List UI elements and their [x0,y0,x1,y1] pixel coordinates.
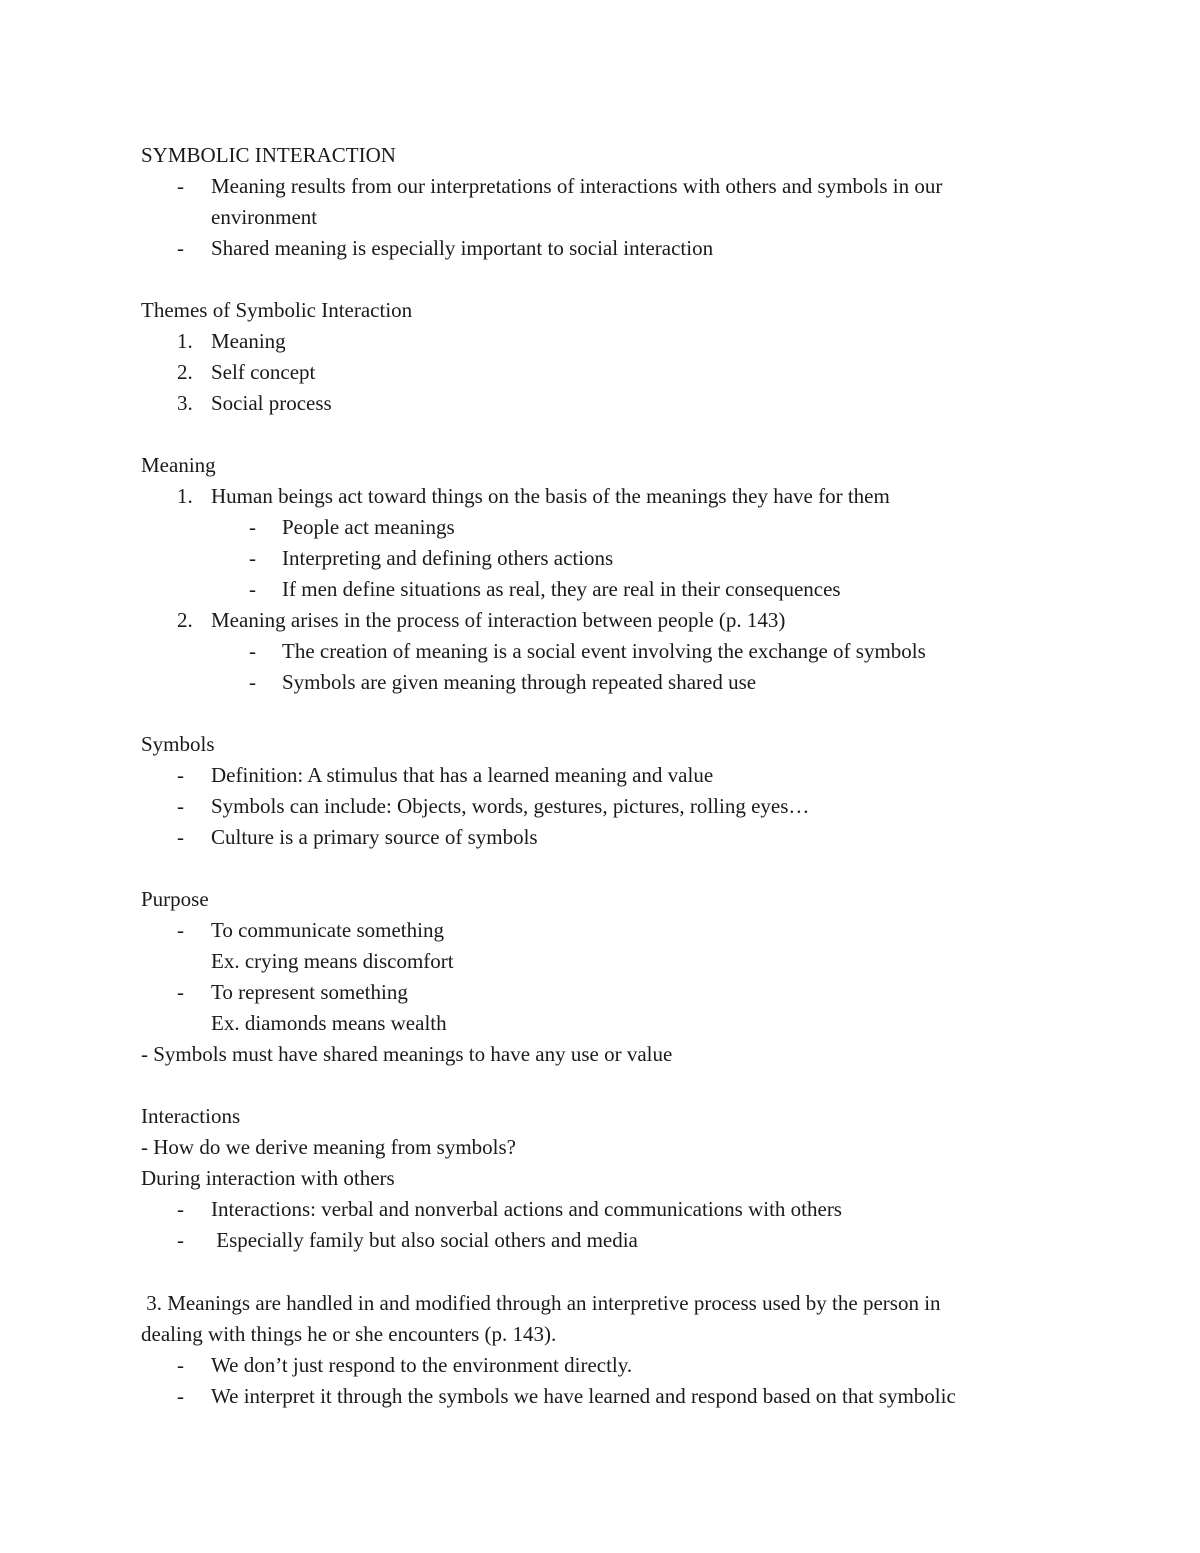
purpose-item-2: To represent something [211,980,408,1004]
bullet-dash: - [177,236,184,260]
bullet-dash: - [177,174,184,198]
purpose-example-1: Ex. crying means discomfort [211,949,454,973]
purpose-item-1: To communicate something [211,918,444,942]
bullet-dash: - [249,577,256,601]
interactions-item: Especially family but also social others and media [211,1228,638,1252]
meaning-sub-item: If men define situations as real, they are real in their consequences [282,577,841,601]
list-number: 1. [177,329,193,353]
symbols-item: Symbols can include: Objects, words, gestures, pictures, rolling eyes… [211,794,810,818]
intro-item-1-cont: environment [211,205,318,229]
meaning-sub-item: Symbols are given meaning through repeated shared use [282,670,757,694]
interactions-item: Interactions: verbal and nonverbal actions and communications with others [211,1197,842,1221]
bullet-dash: - [177,1197,184,1221]
interactions-heading: Interactions [141,1104,241,1128]
point-3-line-1: 3. Meanings are handled in and modified through an interpretive process used by the person in [141,1291,941,1315]
symbols-item: Culture is a primary source of symbols [211,825,538,849]
interactions-answer: During interaction with others [141,1166,395,1190]
purpose-example-2: Ex. diamonds means wealth [211,1011,447,1035]
bullet-dash: - [177,980,184,1004]
themes-heading: Themes of Symbolic Interaction [141,298,413,322]
bullet-dash: - [177,1353,184,1377]
doc-title: SYMBOLIC INTERACTION [141,143,396,167]
intro-item-2: Shared meaning is especially important to social interaction [211,236,714,260]
bullet-dash: - [177,763,184,787]
symbols-heading: Symbols [141,732,215,756]
bullet-dash: - [249,546,256,570]
purpose-heading: Purpose [141,887,209,911]
list-number: 2. [177,608,193,632]
bullet-dash: - [177,1228,184,1252]
bullet-dash: - [177,918,184,942]
meaning-sub-item: People act meanings [282,515,455,539]
bullet-dash: - [249,639,256,663]
bullet-dash: - [177,1384,184,1408]
theme-item-3: Social process [211,391,332,415]
point-3-item: We don’t just respond to the environment directly. [211,1353,633,1377]
meaning-point-1: Human beings act toward things on the basis of the meanings they have for them [211,484,890,508]
meaning-point-2: Meaning arises in the process of interaction between people (p. 143) [211,608,786,632]
meaning-sub-item: Interpreting and defining others actions [282,546,614,570]
list-number: 2. [177,360,193,384]
bullet-dash: - [249,515,256,539]
bullet-dash: - [249,670,256,694]
purpose-note: - Symbols must have shared meanings to have any use or value [141,1042,673,1066]
bullet-dash: - [177,794,184,818]
point-3-line-2: dealing with things he or she encounters (p. 143). [141,1322,557,1346]
list-number: 3. [177,391,193,415]
meaning-sub-item: The creation of meaning is a social event involving the exchange of symbols [282,639,926,663]
theme-item-1: Meaning [211,329,286,353]
intro-item-1: Meaning results from our interpretations of interactions with others and symbols in our [211,174,943,198]
symbols-item: Definition: A stimulus that has a learned meaning and value [211,763,714,787]
list-number: 1. [177,484,193,508]
point-3-item: We interpret it through the symbols we have learned and respond based on that symbolic [211,1384,956,1408]
bullet-dash: - [177,825,184,849]
interactions-question: - How do we derive meaning from symbols? [141,1135,516,1159]
meaning-heading: Meaning [141,453,216,477]
theme-item-2: Self concept [211,360,316,384]
